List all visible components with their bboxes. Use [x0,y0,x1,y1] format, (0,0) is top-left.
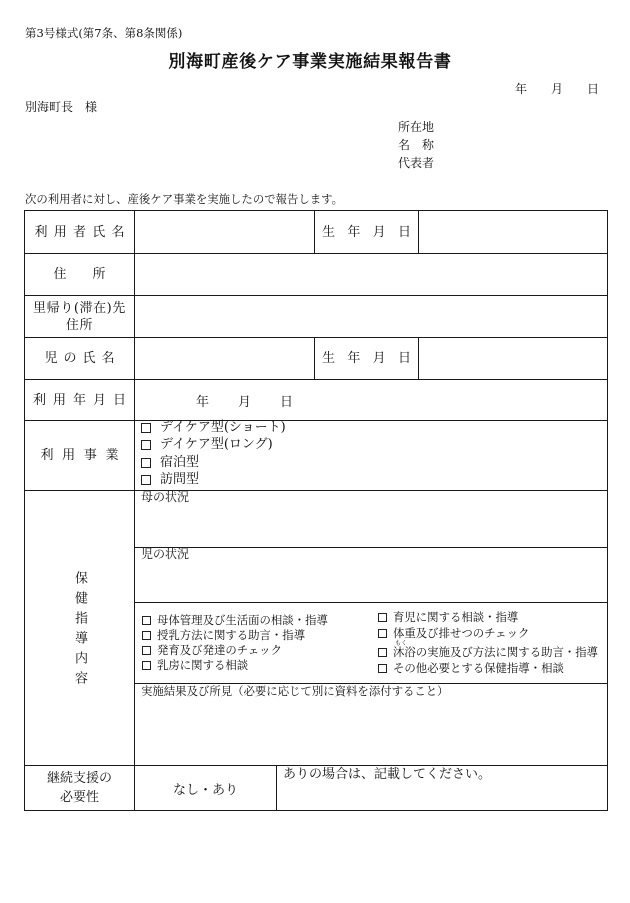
guidance-item-label: 体重及び排せつのチェック [393,626,530,640]
guidance-item-weight-excretion[interactable] [378,626,529,640]
service-option-daycare-short[interactable] [141,421,286,435]
stay-address-label-line2: 住所 [65,317,94,333]
address-label: 住 所 [53,267,106,282]
guidance-item-label: 母体管理及び生活面の相談・指導 [157,613,328,627]
guidance-item-label: 発育及び発達のチェック [157,643,282,657]
child-name-label: 児 の 氏 名 [44,351,115,366]
address-label-cell [24,253,135,296]
continuing-support-options-cell[interactable] [134,765,277,811]
guidance-item-label: 乳房に関する相談 [157,658,249,672]
service-option-daycare-long[interactable] [141,438,273,452]
continuing-support-details-field[interactable] [276,765,608,811]
user-name-label: 利 用 者 氏 名 [34,224,125,240]
guidance-item-bathing[interactable] [378,645,598,659]
stay-address-label-line1: 里帰り(滞在)先 [33,300,126,316]
intro-text: 次の利用者に対し、産後ケア事業を実施したので報告します。 [25,192,344,206]
user-birthdate-label-cell [314,210,419,254]
results-field[interactable] [134,683,608,766]
mother-status-label: 母の状況 [141,490,190,504]
guidance-label-cell [24,490,135,766]
guidance-item-breastfeeding[interactable] [142,628,305,642]
service-label: 利 用 事 業 [40,448,119,463]
stay-address-field[interactable] [134,295,608,338]
use-date-label: 利 用 年 月 日 [33,392,126,408]
user-birthdate-field[interactable] [418,210,608,254]
checkbox-icon[interactable] [142,616,151,625]
stay-address-label-cell [24,295,135,338]
checkbox-icon[interactable] [378,664,387,673]
continuing-support-label-cell [24,765,135,811]
guidance-item-label: 沐浴の実施及び方法に関する助言・指導 [393,645,599,659]
addressee: 別海町長 様 [25,100,98,114]
checkbox-icon[interactable] [142,661,151,670]
continuing-support-label-line1: 継続支援の [46,771,112,786]
checkbox-icon[interactable] [141,423,151,433]
checkbox-icon[interactable] [141,440,151,450]
continuing-support-label-line2: 必要性 [59,790,99,805]
use-date-value: 年 月 日 [196,394,295,410]
checkbox-icon[interactable] [378,648,387,657]
checkbox-icon[interactable] [378,629,387,638]
user-name-label-cell [24,210,135,254]
service-label-cell [24,420,135,491]
checkbox-icon[interactable] [141,458,151,468]
checkbox-icon[interactable] [378,613,387,622]
guidance-item-label: その他必要とする保健指導・相談 [393,661,564,675]
provider-name-label: 名 称 [398,138,435,152]
guidance-item-childcare[interactable] [378,610,518,624]
continuing-support-options: なし・あり [172,782,238,798]
guidance-item-maternal-care[interactable] [142,613,328,627]
continuing-support-note: ありの場合は、記載してください。 [283,767,492,782]
checkbox-icon[interactable] [142,631,151,640]
child-birthdate-label-cell [314,337,419,380]
child-name-field[interactable] [134,337,315,380]
form-number: 第3号様式(第7条、第8条関係) [25,26,183,40]
guidance-checklist [134,602,608,684]
child-name-label-cell [24,337,135,380]
stay-address-label [33,300,126,334]
bathing-furigana: もく [395,640,408,647]
child-status-field[interactable] [134,547,608,603]
user-birthdate-label: 生 年 月 日 [322,224,411,240]
user-name-field[interactable] [134,210,315,254]
service-options [134,420,608,491]
form-title: 別海町産後ケア事業実施結果報告書 [168,52,452,72]
service-option-label: デイケア型(ショート) [160,420,286,435]
service-option-label: デイケア型(ロング) [160,437,273,452]
service-option-overnight[interactable] [141,456,199,470]
guidance-item-other[interactable] [378,661,564,675]
use-date-field[interactable] [134,379,608,421]
provider-location-label: 所在地 [398,120,435,134]
checkbox-icon[interactable] [142,646,151,655]
guidance-item-development-check[interactable] [142,643,282,657]
service-option-label: 訪問型 [160,472,200,487]
continuing-support-label [47,769,112,807]
guidance-label: 保健指導内容 [72,570,87,691]
child-birthdate-field[interactable] [418,337,608,380]
checkbox-icon[interactable] [141,475,151,485]
report-date: 年 月 日 [515,82,600,96]
use-date-label-cell [24,379,135,421]
guidance-item-label: 育児に関する相談・指導 [393,610,519,624]
mother-status-field[interactable] [134,490,608,548]
address-field[interactable] [134,253,608,296]
guidance-item-label: 授乳方法に関する助言・指導 [157,628,306,642]
results-label: 実施結果及び所見（必要に応じて別に資料を添付すること） [141,684,449,698]
child-birthdate-label: 生 年 月 日 [322,351,411,366]
child-status-label: 児の状況 [141,547,190,561]
provider-representative-label: 代表者 [398,156,435,170]
service-option-label: 宿泊型 [160,455,200,470]
service-option-visit[interactable] [141,473,199,487]
guidance-item-breast-consultation[interactable] [142,658,248,672]
